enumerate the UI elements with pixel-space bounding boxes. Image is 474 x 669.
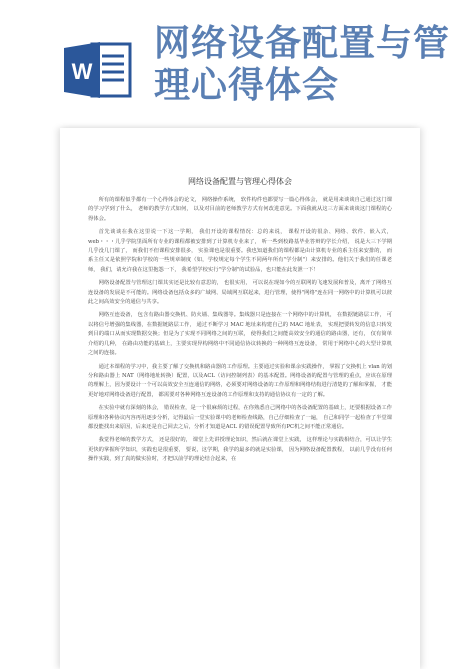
banner-title: 网络设备配置与管理心得体会 — [154, 22, 451, 106]
paragraph: 我觉得老师的教学方式， 还是很好的， 课堂上先讲授理论知识，然后就在课堂上实践， 这样理论与实践相结合，可以让学生更快的掌握所学知识，实践也是很重要， 要说，这学期，我学的最多的就是实验课， 因为网络设备配置教程， 以前几乎没有任何操作实践，到了真的做实验时，才把以前学的理论结合起来，在 — [88, 437, 392, 463]
word-document-icon — [62, 38, 134, 102]
paragraph: 在实验中就有深刻的体会， 错误检查，是一个很麻烦的过程，在你熟悉自己网络中的各设备配置的基础上，还要根据设备工作原理和各种协议内容再用逐步分析，记得最后一堂实验课中的老师检查线路，自己仔细检查了一遍， 自己和同学一起检查了半堂课都没能找出来原因，后来还是自己回去之后，分析才知道是ACL 的错误配置导致所有PC机之间不能正常通信。 — [88, 405, 392, 430]
word-icon-letter: W — [71, 59, 93, 84]
banner — [0, 0, 474, 128]
paragraph: 所有的课程似乎都有一个心得体会的论文， 网络操作系统， 软件构件也都要写一篇心得体会， 就是用来谈谈自己通过这门课的学习学到了什么， 老师的教学方式如何， 以及对目前的老师教学方式有何改进意见。下面我就从这三方面来谈谈这门课程的心得体会。 — [88, 197, 392, 222]
document-title: 网络设备配置与管理心得体会 — [188, 177, 292, 186]
paragraph: 通过本课程的学习中，我主要了解了交换机和路由器的工作原理。主要通过实验和课余实践操作， 掌握了交换机上 vlan 的划分和路由器上 NAT（网络地址转换）配置，以及ACL（访问控制列表）的基本配置。网络设备的配置与管理的重点，应该在原理的理解上，因为要设计一个可以高效安全互连通信的网络，必须要对网络设备的工作原理和网络结构进行清楚的了解和掌握， 才能更好地对网络设备进行配置， 都需要对各种网络互连设备的工作原理和支持的通信协议有一定的了解。 — [88, 363, 392, 398]
document-page — [60, 128, 420, 669]
paragraph: 网络互连设备， 包含有路由器交换机、防火墙、集线器等。集线器只是连接在一个网络中的计算机， 在数据链路层工作， 可以将信号增强的集线器，在数据链路层工作， 通过不断学习 MAC 地址来构建自己的 MAC 地址表， 实现把要转发的信息只转发到目的端口从而实现数据交换；但是为了实现不同网络之间的互联， 使得我们之间能高效安全的通信的路由器，还有， 仅有简单介绍的几种， 在路由功能的基础上，主要实现异构网络中不同通信协议转换的一种网络互连设备， 常用于网络中心的大型计算机之间的连接。 — [88, 312, 392, 357]
document-body — [88, 196, 392, 469]
paragraph: 网络设备配置与管理这门课其实还是比较有意思的， 也很实用， 可以说在现如今的互联网的飞速发展和普及，离开了网络互连设备的发展是不可能的。网络设备包括众多的广域网、局域网互联起来，进行管理，使得"网络"连在同一网络中的计算机可以彼此之间高效安全的通信与共享。 — [88, 280, 392, 306]
paragraph: 首先谈谈在我在这里说一下这一学期， 我们开设的课程情况：总的来说， 课程开设的很杂、网络、软件、嵌入式， web・・・儿乎学院里面所有专业的课程都被安排到了计算机专业来了， 听一些到校路基毕业答辩的学长介绍， 说是大三下学期几乎没几门课了， 而我们不但课程安排很多， 实验课也是很重要。我也知道我们的课程都是由计算机专业的系主任来安排的， 而系主任又是依照学院和学校的一些规章制度（如，学校规定每个学生不同两年所有"学分制"）来安排的。他们关于我们的任课老师， 我们，请允许我在这里抱怨一下， 我希望学校实行"学分制"的试验品，也只能在此发泄一下！ — [88, 229, 392, 273]
